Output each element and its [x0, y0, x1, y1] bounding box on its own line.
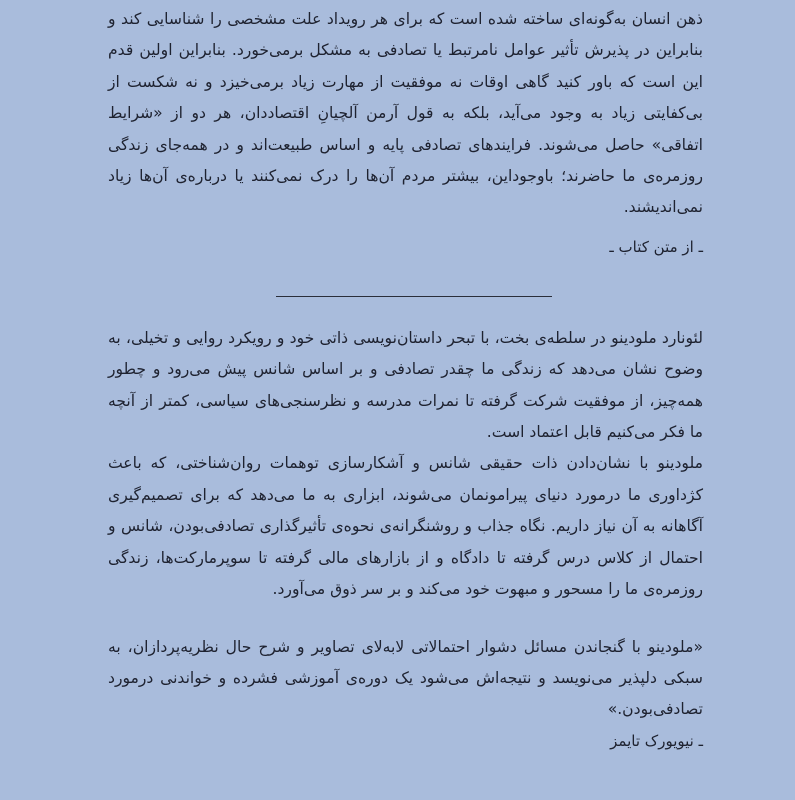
section-divider [276, 296, 552, 297]
description-paragraph-1: لئونارد ملودینو در سلطه‌ی بخت، با تبحر داستان‌نویسی ذاتی خود و رویکرد روایی و تخیلی، به وضوح نشان می‌دهد که زندگی ما چقدر تصادفی و بر اساس شانس پیش می‌رود و چطور همه‌چیز، از موفقیت شرکت گرفته تا نمرات مدرسه و نظرسنجی‌های سیاسی، کمتر از آنچه ما فکر می‌کنیم قابل اعتماد است. [108, 328, 703, 442]
description-paragraph-2: ملودینو با نشان‌دادن ذات حقیقی شانس و آشکارسازی توهمات روان‌شناختی، که باعث کژداوری ما درمورد دنیای پیرامونمان می‌شوند، ابزاری به ما می‌دهد که برای تصمیم‌گیری آگاهانه به آن نیاز داریم. نگاه جذاب و روشنگرانه‌ی نحوه‌ی تأثیرگذاری تصادفی‌بودن، شانس و احتمال از کلاس درس گرفته تا دادگاه و از بازارهای مالی گرفته تا سوپرمارکت‌ها، زندگی روزمره‌ی ما را مسحور و مبهوت خود می‌کند و بر سر ذوق می‌آورد. [108, 454, 703, 599]
review-source: ـ نیویورک تایمز [610, 731, 703, 750]
review-quote: «ملودینو با گنجاندن مسائل دشوار احتمالاتی لابه‌لای تصاویر و شرح حال نظریه‌پردازان، به سبکی دلپذیر می‌نویسد و نتیجه‌اش می‌شود یک دوره‌ی آموزشی فشرده و خواندنی درمورد تصادفی‌بودن.» [108, 637, 703, 719]
excerpt-source: ـ از متن کتاب ـ [609, 237, 703, 256]
book-excerpt: ذهن انسان به‌گونه‌ای ساخته شده است که برای هر رویداد علت مشخصی را شناسایی کند و بنابراین در پذیرش تأثیر عوامل نامرتبط یا تصادفی به مشکل برمی‌خورد. بنابراین اولین قدم این است که باور کنید گاهی اوقات نه موفقیت از مهارت زیاد برمی‌خیزد و نه شکست از بی‌کفایتی زیاد به وجود می‌آید، بلکه به قول آرمن آلچیانِ اقتصاددان، هر دو از «شرایط اتفاقی» حاصل می‌شوند. فرایندهای تصادفی پایه و اساس طبیعت‌اند و در همه‌جای زندگی روزمره‌ی ما حاضرند؛ باوجوداین، بیشتر مردم آن‌ها را درک نمی‌کنند یا درباره‌ی آن‌ها زیاد نمی‌اندیشند. [108, 10, 703, 217]
